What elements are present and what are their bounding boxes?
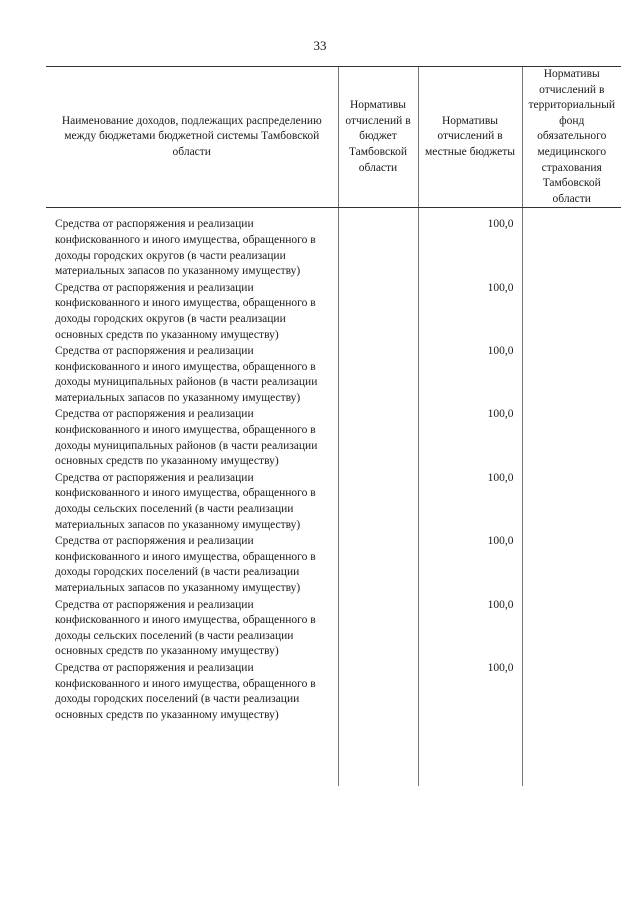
table-row <box>46 661 621 724</box>
revenue-name: Средства от распоряжения и реализации конфискованного и иного имущества, обращенного в доходы городских поселений (в части реализации основных средств по указанному имуществу) <box>55 661 316 721</box>
header-local-budgets: Нормативы отчислений в местные бюджеты <box>418 67 522 208</box>
page-number: 33 <box>313 38 327 53</box>
table-row <box>46 534 621 597</box>
fund-norm-cell <box>522 598 621 661</box>
revenue-name: Средства от распоряжения и реализации конфискованного и иного имущества, обращенного в доходы сельских поселений (в части реализации основных средств по указанному имуществу) <box>55 598 316 658</box>
revenue-name: Средства от распоряжения и реализации конфискованного и иного имущества, обращенного в доходы муниципальных районов (в части реализации основных средств по указанному имуществу) <box>55 408 318 468</box>
local-norm-cell: 100,0 <box>418 598 522 661</box>
local-norm-cell: 100,0 <box>418 281 522 344</box>
header-regional-budget: Нормативы отчислений в бюджет Тамбовской области <box>338 67 418 208</box>
regional-norm-cell <box>338 344 418 407</box>
regional-norm-cell <box>338 598 418 661</box>
header-revenue-name: Наименование доходов, подлежащих распределению между бюджетами бюджетной системы Тамбовской области <box>46 67 338 208</box>
revenue-name-cell <box>46 534 338 597</box>
revenue-name-cell <box>46 661 338 724</box>
regional-norm-cell <box>338 208 418 281</box>
local-norm-cell: 100,0 <box>418 661 522 724</box>
revenue-name: Средства от распоряжения и реализации конфискованного и иного имущества, обращенного в доходы муниципальных районов (в части реализации материальных запасов по указанному имуществу) <box>55 345 318 404</box>
table-row <box>46 471 621 534</box>
table-body <box>46 208 621 787</box>
fund-norm-cell <box>522 281 621 344</box>
fund-norm-cell <box>522 661 621 724</box>
local-norm-cell: 100,0 <box>418 407 522 470</box>
regional-norm-cell <box>338 534 418 597</box>
table-row <box>46 281 621 344</box>
fund-norm-cell <box>522 344 621 407</box>
regional-norm-cell <box>338 407 418 470</box>
revenue-name-cell <box>46 471 338 534</box>
revenue-name: Средства от распоряжения и реализации конфискованного и иного имущества, обращенного в доходы городских округов (в части реализации основных средств по указанному имуществу) <box>55 281 316 341</box>
regional-norm-cell <box>338 661 418 724</box>
fund-norm-cell <box>522 407 621 470</box>
revenue-name-cell <box>46 407 338 470</box>
filler-cell <box>46 724 338 786</box>
filler-cell <box>522 724 621 786</box>
filler-cell <box>418 724 522 786</box>
fund-norm-cell <box>522 471 621 534</box>
revenue-name-cell <box>46 344 338 407</box>
revenue-name: Средства от распоряжения и реализации конфискованного и иного имущества, обращенного в доходы городских округов (в части реализации материальных запасов по указанному имуществу) <box>55 218 316 278</box>
revenue-name-cell <box>46 598 338 661</box>
local-norm-cell: 100,0 <box>418 471 522 534</box>
regional-norm-cell <box>338 281 418 344</box>
table-row <box>46 598 621 661</box>
regional-norm-cell <box>338 471 418 534</box>
table-filler-row <box>46 724 621 786</box>
revenue-name-cell <box>46 208 338 281</box>
fund-norm-cell <box>522 534 621 597</box>
local-norm-cell: 100,0 <box>418 534 522 597</box>
table-header-row <box>46 67 621 208</box>
filler-cell <box>338 724 418 786</box>
table-row <box>46 407 621 470</box>
local-norm-cell: 100,0 <box>418 208 522 281</box>
revenue-name: Средства от распоряжения и реализации конфискованного и иного имущества, обращенного в доходы городских поселений (в части реализации материальных запасов по указанному имуществу) <box>55 535 316 594</box>
revenue-name: Средства от распоряжения и реализации конфискованного и иного имущества, обращенного в доходы сельских поселений (в части реализации материальных запасов по указанному имуществу) <box>55 471 316 531</box>
local-norm-cell: 100,0 <box>418 344 522 407</box>
revenue-name-cell <box>46 281 338 344</box>
table-row <box>46 344 621 407</box>
header-medical-insurance-fund: Нормативы отчислений в территориальный фонд обязательного медицинского страхования Тамбовской области <box>522 67 621 208</box>
fund-norm-cell <box>522 208 621 281</box>
table-row <box>46 208 621 281</box>
revenue-distribution-table <box>46 66 621 786</box>
